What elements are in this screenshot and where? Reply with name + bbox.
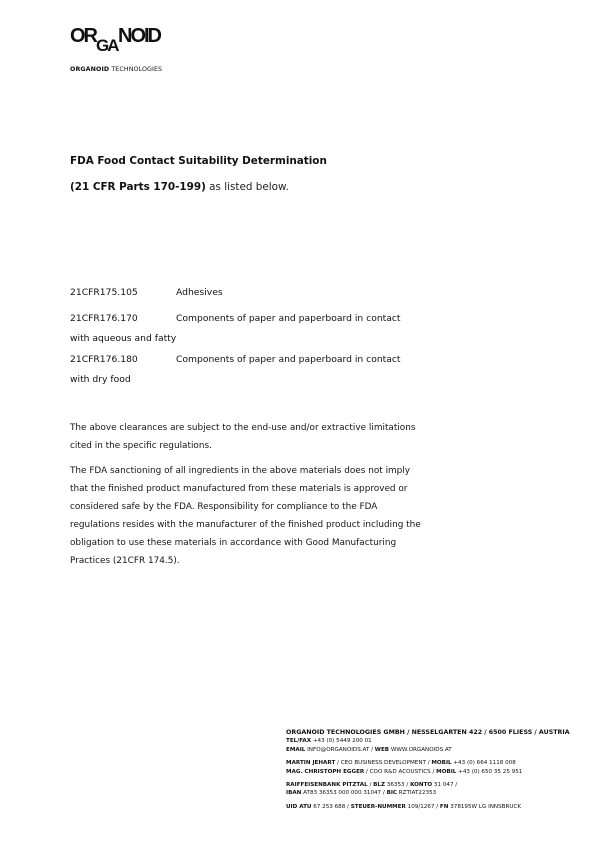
fn-value: 378195W LG INNSBRUCK	[448, 803, 522, 810]
company-logo	[70, 26, 170, 60]
person1-phone: +43 (0) 664 1118 008	[451, 760, 516, 767]
konto-value: 31 047 /	[432, 782, 458, 789]
footer-tax-group	[286, 803, 576, 811]
steuer-label: STEUER-NUMMER	[350, 803, 406, 810]
konto-label: KONTO	[410, 782, 433, 789]
person2-role: / COO R&D ACOUSTICS /	[364, 768, 437, 775]
email-label: EMAIL	[286, 746, 306, 753]
footer-bank-group	[286, 781, 576, 798]
iban-label: IBAN	[286, 790, 302, 797]
web-label: WEB	[374, 746, 390, 753]
organoid-logo-icon	[70, 26, 170, 60]
footer-iban-line	[286, 789, 576, 797]
company-name-bold: ORGANOID	[70, 66, 110, 73]
person2-phone: +43 (0) 650 35 25 951	[456, 768, 523, 775]
regulation-desc: Components of paper and paperboard in contact	[176, 313, 401, 324]
tel-label: TEL/FAX	[286, 738, 312, 745]
regulation-code: 21CFR176.170	[70, 313, 138, 324]
regulation-desc: Adhesives	[176, 287, 223, 298]
regulation-item	[70, 283, 410, 303]
svg-text:OR: OR	[70, 26, 96, 47]
person1-role: / CEO BUSINESS DEVELOPMENT /	[335, 760, 432, 767]
regulation-item	[70, 350, 410, 390]
uid-value: 67 253 688 /	[311, 803, 351, 810]
footer-person-2	[286, 768, 576, 776]
regulation-item	[70, 309, 410, 349]
company-name-rest: TECHNOLOGIES	[109, 66, 163, 73]
bic-label: BIC	[386, 790, 398, 797]
clearance-paragraph: The above clearances are subject to the end-use and/or extractive limitations cited in the specific regulations.	[70, 423, 416, 451]
regulation-code: 21CFR175.105	[70, 287, 138, 298]
blz-value: 36353	[385, 782, 405, 789]
regulation-desc-cont: with aqueous and fatty	[70, 333, 177, 344]
svg-text:NOID: NOID	[118, 26, 160, 47]
footer-address-group	[286, 729, 576, 754]
footer-phone-line	[286, 737, 576, 745]
subtitle-rest: as listed below.	[205, 181, 289, 193]
footer-tax-line	[286, 803, 576, 811]
company-name	[70, 66, 162, 73]
subtitle-parts: (21 CFR Parts 170-199)	[70, 181, 206, 193]
uid-label: UID ATU	[286, 803, 312, 810]
footer-address: ORGANOID TECHNOLOGIES GMBH / NESSELGARTEN 422 / 6500 FLIESS / AUSTRIA	[286, 729, 570, 736]
svg-text:GA: GA	[96, 36, 118, 55]
regulation-desc-cont: with dry food	[70, 374, 131, 385]
footer-bank-line: RAIFFEISENBANK PITZTAL / BLZ 36353 / KONTO 31 047 /	[286, 782, 458, 789]
tel-value: +43 (0) 5449 200 01	[311, 738, 372, 745]
fn-label: FN	[439, 803, 449, 810]
person1-name: MARTIN JEHART	[286, 760, 336, 767]
web-value: WWW.ORGANOIDS.AT	[389, 746, 452, 753]
person2-name: MAG. CHRISTOPH EGGER	[286, 768, 365, 775]
document-subtitle	[70, 181, 289, 193]
footer-person-1	[286, 759, 576, 767]
footer-email-line: EMAIL INFO@ORGANOIDS.AT / WEB WWW.ORGANOIDS.AT	[286, 746, 452, 753]
steuer-value: 109/1267 /	[405, 803, 440, 810]
document-title: FDA Food Contact Suitability Determination	[70, 155, 327, 167]
iban-value: AT83 36353 000 000 31047 /	[301, 790, 387, 797]
bic-value: RZTIAT22353	[397, 790, 437, 797]
company-footer	[286, 729, 576, 816]
regulation-desc: Components of paper and paperboard in contact	[176, 354, 401, 365]
mobil-label: MOBIL	[436, 768, 457, 775]
footer-people-group	[286, 759, 576, 776]
responsibility-paragraph: The FDA sanctioning of all ingredients in the above materials does not imply that the finished product manufactured from these materials is approved or considered safe by the FDA. Responsibility for compliance to the FDA regulations resides with the manufacturer of the finished product including the obligation to use these materials in accordance with Good Manufacturing Practices (21CFR 174.5).	[70, 466, 421, 566]
regulation-code: 21CFR176.180	[70, 354, 138, 365]
mobil-label: MOBIL	[431, 760, 452, 767]
blz-label: BLZ	[373, 782, 386, 789]
email-value: INFO@ORGANOIDS.AT	[305, 746, 370, 753]
bank-name: RAIFFEISENBANK PITZTAL	[286, 782, 368, 789]
